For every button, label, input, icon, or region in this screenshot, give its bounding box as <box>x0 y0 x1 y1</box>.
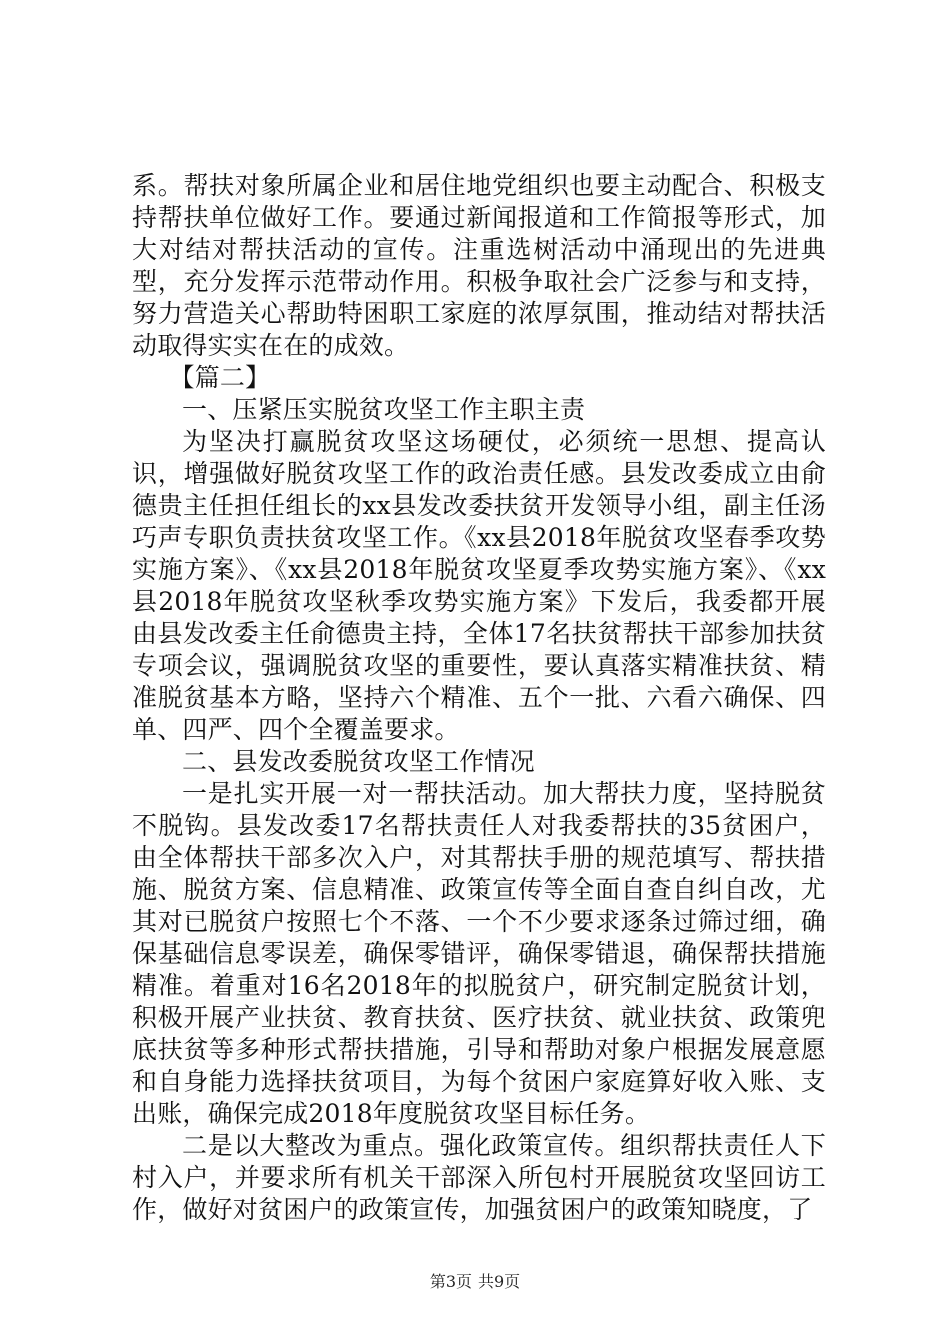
paragraph: 二、县发改委脱贫攻坚工作情况 <box>182 747 535 776</box>
paragraph: 二是以大整改为重点。强化政策宣传。组织帮扶责任人下村入户，并要求所有机关干部深入所包村开展脱贫攻坚回访工作，做好对贫困户的政策宣传，加强贫困户的政策知晓度，了 <box>132 1131 826 1224</box>
paragraph: 系。帮扶对象所属企业和居住地党组织也要主动配合、积极支持帮扶单位做好工作。要通过新闻报道和工作简报等形式，加大对结对帮扶活动的宣传。注重选树活动中涌现出的先进典型，充分发挥示范带动作用。积极争取社会广泛参与和支持，努力营造关心帮助特困职工家庭的浓厚氛围，推动结对帮扶活动取得实实在在的成效。 <box>132 171 826 360</box>
section-heading: 【篇二】 <box>169 363 271 392</box>
paragraph: 一、压紧压实脱贫攻坚工作主职主责 <box>182 395 586 424</box>
page-total: 共9页 <box>478 1272 521 1291</box>
paragraph: 一是扎实开展一对一帮扶活动。加大帮扶力度，坚持脱贫不脱钩。县发改委17名帮扶责任人对我委帮扶的35贫困户，由全体帮扶干部多次入户，对其帮扶手册的规范填写、帮扶措施、脱贫方案、信息精准、政策宣传等全面自查自纠自改，尤其对已脱贫户按照七个不落、一个不少要求逐条过筛过细，确保基础信息零误差，确保零错评，确保零错退，确保帮扶措施精准。着重对16名2018年的拟脱贫户，研究制定脱贫计划，积极开展产业扶贫、教育扶贫、医疗扶贫、就业扶贫、政策兜底扶贫等多种形式帮扶措施，引导和帮助对象户根据发展意愿和自身能力选择扶贫项目，为每个贫困户家庭算好收入账、支出账，确保完成2018年度脱贫攻坚目标任务。 <box>132 779 826 1128</box>
document-body <box>132 170 826 1226</box>
page-number: 第3页 <box>429 1272 472 1291</box>
paragraph: 为坚决打赢脱贫攻坚这场硬仗，必须统一思想、提高认识，增强做好脱贫攻坚工作的政治责任感。县发改委成立由俞德贵主任担任组长的xx县发改委扶贫开发领导小组，副主任汤巧声专职负责扶贫攻坚工作。《xx县2018年脱贫攻坚春季攻势实施方案》、《xx县2018年脱贫攻坚夏季攻势实施方案》、《xx县2018年脱贫攻坚秋季攻势实施方案》下发后，我委都开展由县发改委主任俞德贵主持，全体17名扶贫帮扶干部参加扶贫专项会议，强调脱贫攻坚的重要性，要认真落实精准扶贫、精准脱贫基本方略，坚持六个精准、五个一批、六看六确保、四单、四严、四个全覆盖要求。 <box>132 427 826 744</box>
page-footer <box>0 1272 950 1292</box>
